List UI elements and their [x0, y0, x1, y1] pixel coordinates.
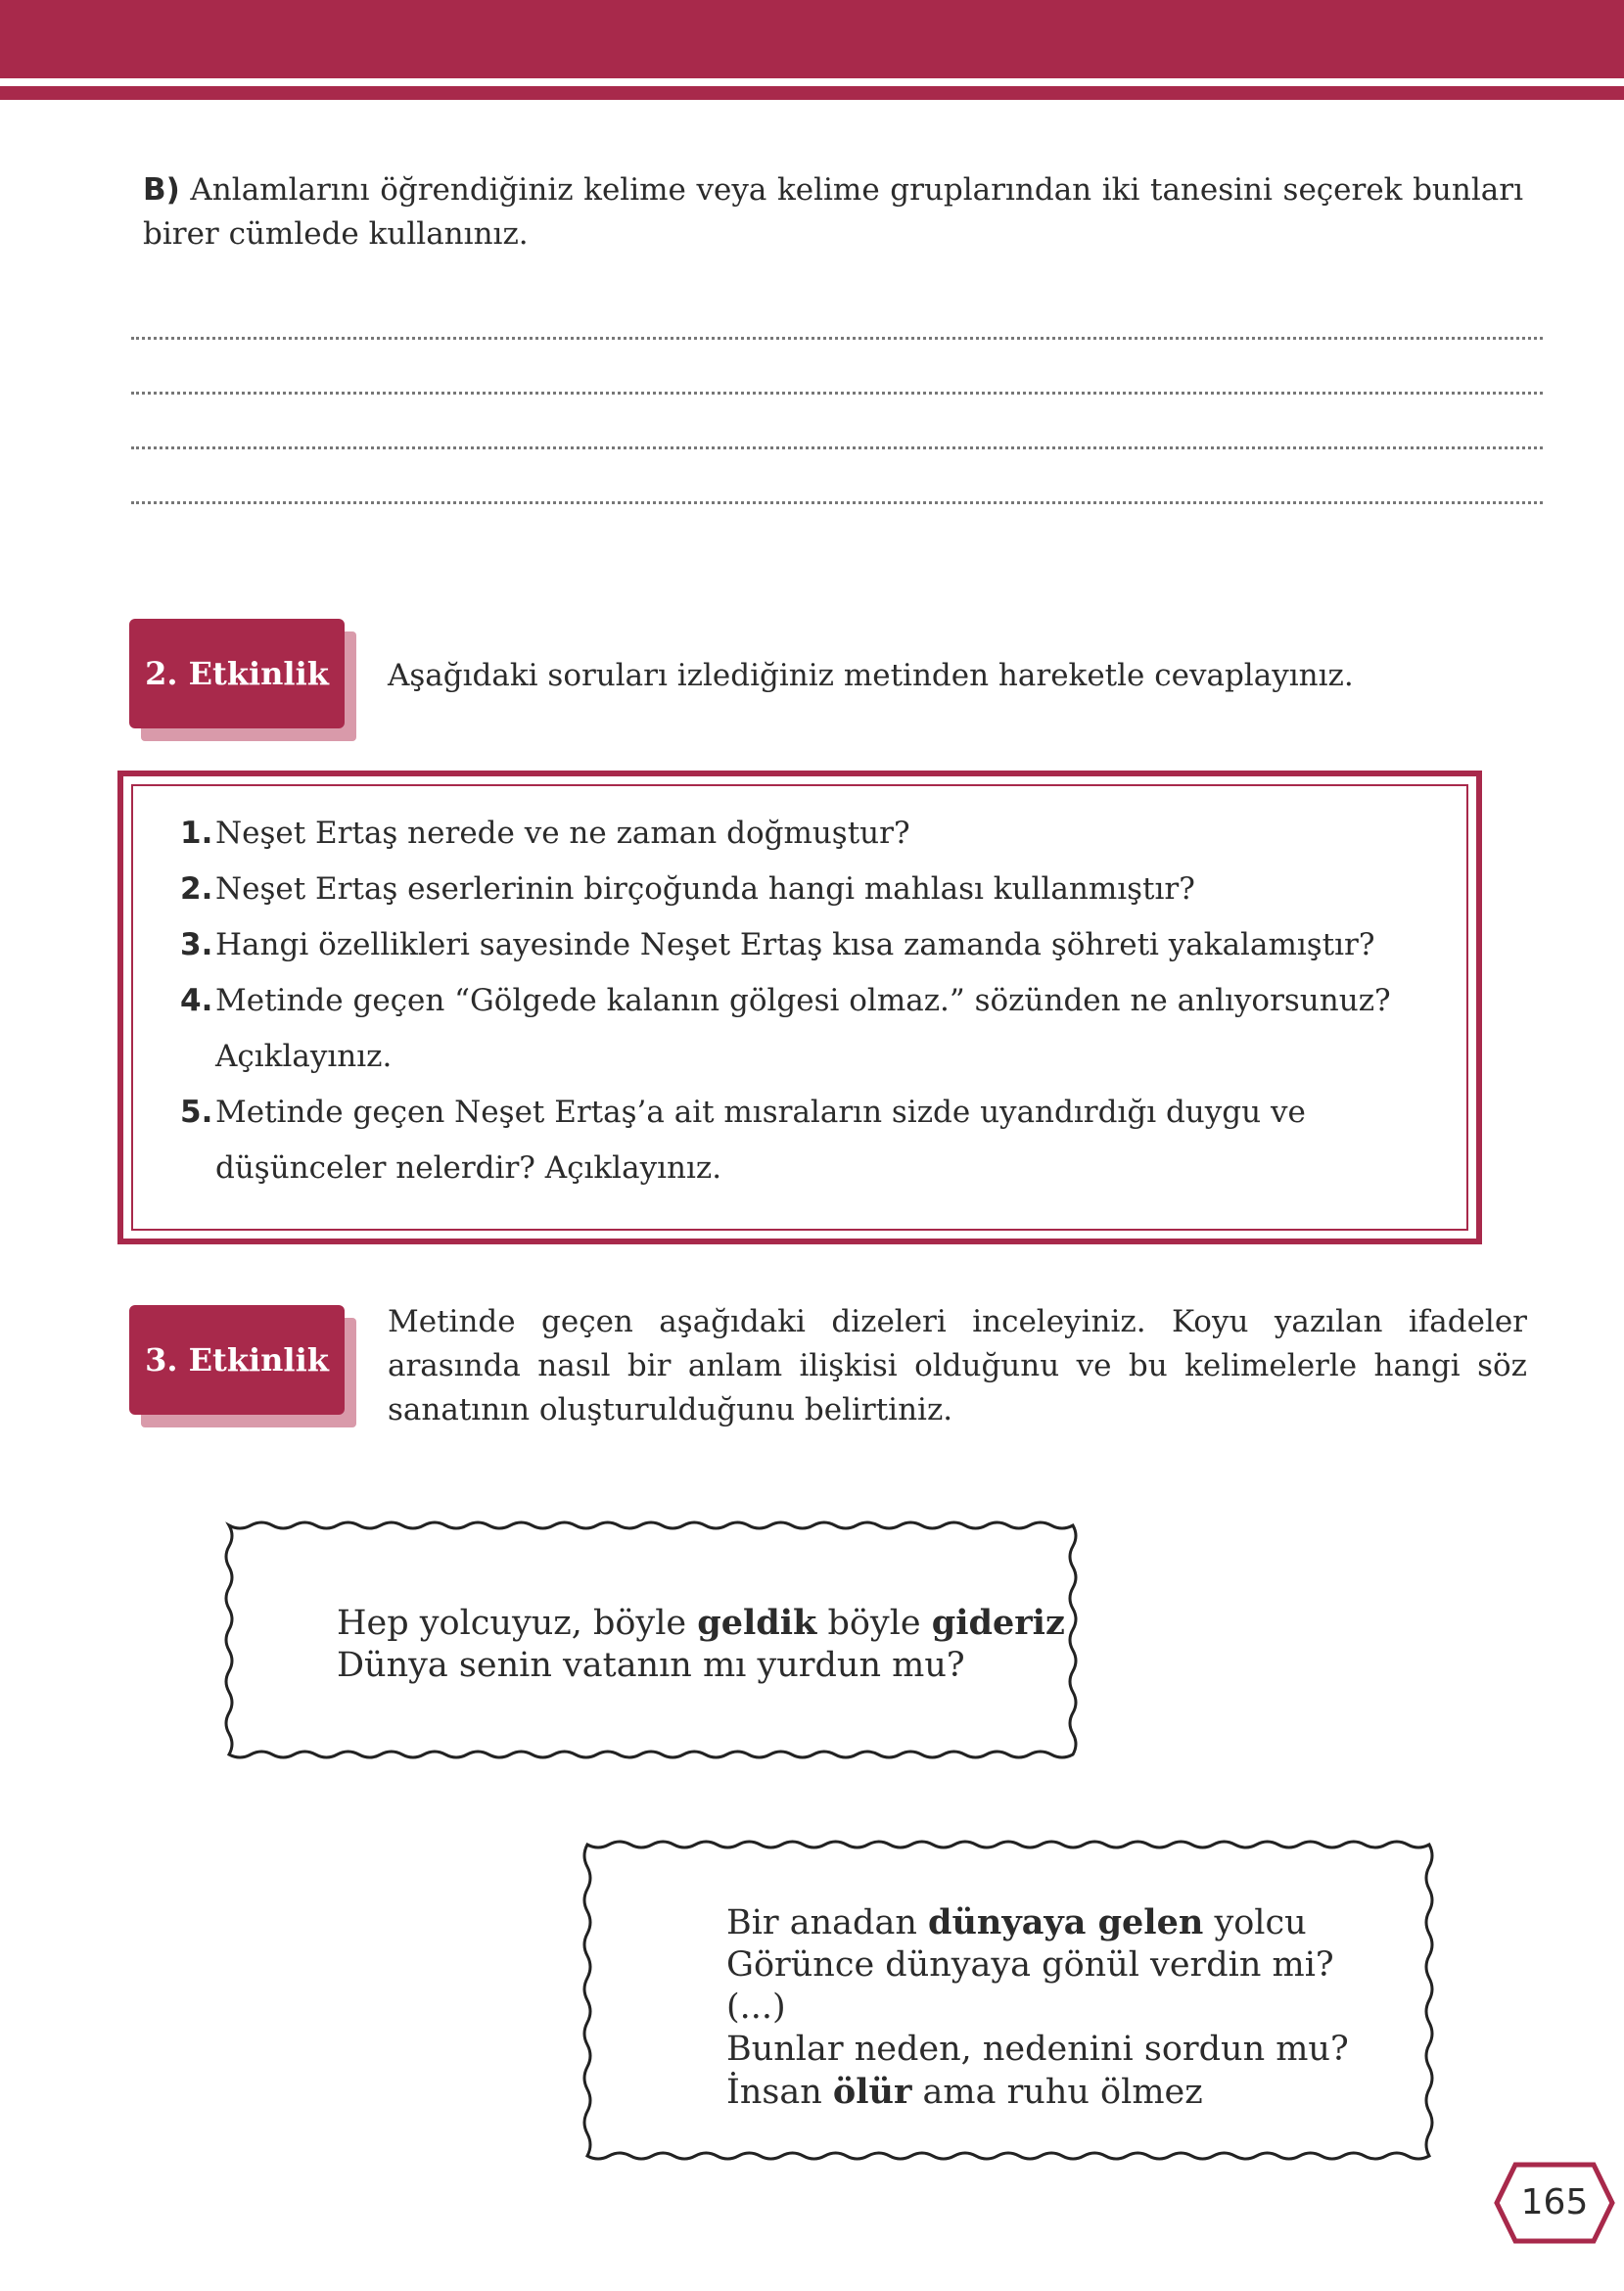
- poem-1-line-1: [337, 1602, 1065, 1645]
- question-text: Metinde geçen “Gölgede kalanın gölgesi olmaz.” sözünden ne anlıyorsunuz? Açıklayınız.: [215, 983, 1391, 1074]
- poem-bold-word: geldik: [697, 1603, 817, 1643]
- answer-line[interactable]: [131, 446, 1543, 449]
- poem-2: [726, 1901, 1349, 2114]
- poem-text: yolcu: [1203, 1903, 1307, 1942]
- answer-line[interactable]: [131, 501, 1543, 504]
- poem-text: İnsan: [726, 2073, 833, 2112]
- poem-bold-word: dünyaya gelen: [927, 1902, 1204, 1942]
- poem-text: Bir anadan: [726, 1903, 928, 1942]
- poem-bold-word: gideriz: [931, 1603, 1065, 1643]
- poem-1: [337, 1602, 1065, 1687]
- section-b-text: Anlamlarını öğrendiğiniz kelime veya kelime gruplarından iki tanesini seçerek bunları birer cümlede kullanınız.: [143, 172, 1523, 252]
- header-rule: [0, 86, 1624, 100]
- question-item: [180, 806, 1453, 862]
- question-item: [180, 973, 1453, 1085]
- header-band: [0, 0, 1624, 78]
- question-text: Neşet Ertaş nerede ve ne zaman doğmuştur?: [215, 816, 910, 851]
- question-number: 3.: [180, 927, 213, 962]
- question-list: [180, 806, 1453, 1196]
- poem-2-line-2: Görünce dünyaya gönül verdin mi?: [726, 1945, 1334, 1985]
- section-b-label: B): [143, 172, 180, 208]
- section-b-instruction: [143, 168, 1523, 257]
- question-item: [180, 862, 1453, 917]
- answer-line[interactable]: [131, 337, 1543, 340]
- poem-text: Hep yolcuyuz, böyle: [337, 1604, 698, 1643]
- questions-box: [117, 771, 1482, 1244]
- question-number: 2.: [180, 871, 213, 907]
- question-text: Neşet Ertaş eserlerinin birçoğunda hangi mahlası kullanmıştır?: [215, 871, 1195, 907]
- poem-text: ama ruhu ölmez: [911, 2073, 1203, 2112]
- poem-text: böyle: [816, 1604, 932, 1643]
- question-text: Metinde geçen Neşet Ertaş’a ait mısraların sizde uyandırdığı duygu ve düşünceler nelerdir? Açıklayınız.: [215, 1095, 1306, 1186]
- question-number: 4.: [180, 983, 213, 1018]
- poem-2-line-4: Bunlar neden, nedenini sordun mu?: [726, 2030, 1349, 2069]
- question-item: [180, 1085, 1453, 1196]
- answer-line[interactable]: [131, 392, 1543, 395]
- poem-2-line-5: [726, 2071, 1349, 2114]
- poem-1-line-2: Dünya senin vatanın mı yurdun mu?: [337, 1646, 965, 1685]
- question-number: 1.: [180, 816, 213, 851]
- question-text: Hangi özellikleri sayesinde Neşet Ertaş kısa zamanda şöhreti yakalamıştır?: [215, 927, 1375, 962]
- activity-2-instruction: Aşağıdaki soruları izlediğiniz metinden hareketle cevaplayınız.: [388, 658, 1354, 693]
- poem-2-line-3: (...): [726, 1987, 786, 2027]
- activity-3-badge: 3. Etkinlik: [129, 1305, 345, 1415]
- question-number: 5.: [180, 1095, 213, 1130]
- activity-2-badge: 2. Etkinlik: [129, 619, 345, 728]
- activity-3-instruction: Metinde geçen aşağıdaki dizeleri inceleyiniz. Koyu yazılan ifadeler arasında nasıl bir anlam ilişkisi olduğunu ve bu kelimelerle hangi söz sanatının oluşturulduğunu belirtiniz.: [388, 1304, 1527, 1427]
- question-item: [180, 917, 1453, 973]
- poem-bold-word: ölür: [832, 2072, 912, 2112]
- poem-2-line-1: [726, 1901, 1349, 1944]
- page-number: 165: [1520, 2182, 1589, 2222]
